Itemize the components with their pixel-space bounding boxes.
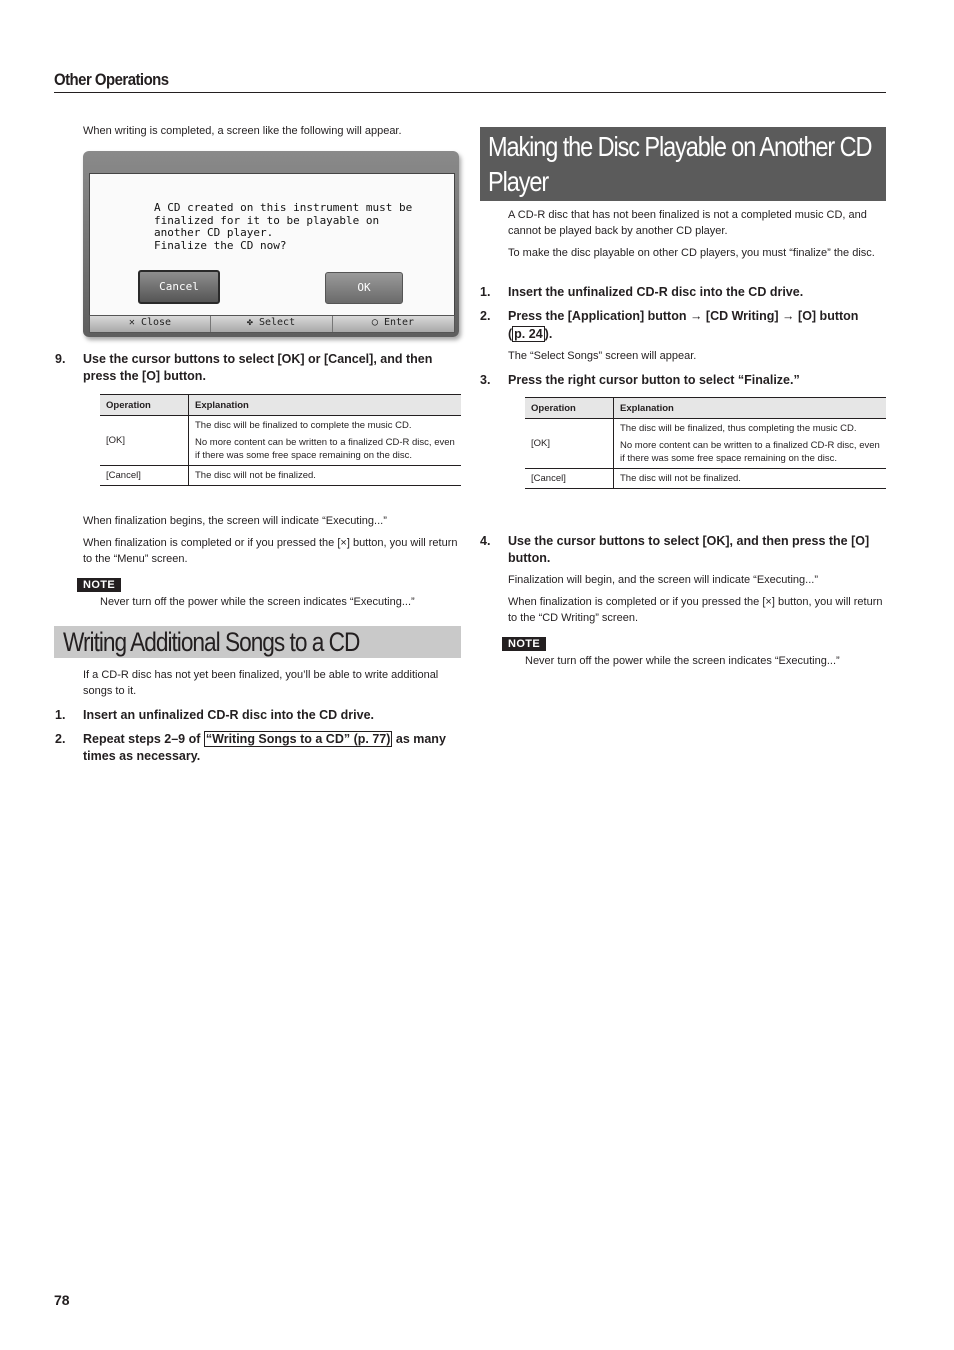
right-step-1	[480, 284, 880, 302]
operation-table	[100, 394, 461, 486]
table-cell-exp: The disc will not be finalized.	[614, 469, 887, 489]
step-2	[55, 731, 455, 767]
right-intro-2: To make the disc playable on other CD players, you must “finalize” the disc.	[508, 247, 875, 259]
table-row	[525, 469, 886, 489]
right-intro-1: A CD-R disc that has not been finalized is not a completed music CD, and cannot be played back by another CD player.	[508, 209, 867, 237]
exp-line: No more content can be written to a finalized CD-R disc, even if there was some free space remaining on the disc.	[620, 440, 880, 464]
exp-line: The disc will be finalized, thus completing the music CD.	[620, 423, 857, 434]
screen-message: A CD created on this instrument must be finalized for it to be playable on another CD player. Finalize the CD now?	[154, 201, 413, 252]
paren-open: (	[508, 327, 513, 341]
table-cell-exp: The disc will not be finalized.	[189, 466, 462, 486]
step-number: 4.	[480, 534, 491, 548]
close-x-icon: ✕	[128, 317, 135, 328]
right-after-1: Finalization will begin, and the screen will indicate “Executing...”	[508, 574, 818, 586]
right-operation-table	[525, 397, 886, 489]
step-number: 1.	[55, 708, 66, 722]
section-heading-writing-additional	[54, 626, 461, 658]
table-header-explanation: Explanation	[189, 395, 462, 416]
table-cell-exp	[614, 419, 887, 469]
heading-text: Writing Additional Songs to a CD	[63, 627, 360, 657]
step-number: 3.	[480, 373, 491, 387]
table-cell-op: [OK]	[100, 416, 189, 466]
screen-footer-close	[90, 317, 210, 328]
step-text-pre: Repeat steps 2–9 of	[83, 732, 204, 746]
section-heading-making-playable	[480, 127, 886, 201]
step-text-line2	[508, 326, 552, 343]
exp-line: The disc will be finalized to complete the music CD.	[195, 420, 412, 431]
after-text-2: When finalization is completed or if you pressed the [×] button, you will return to the “Menu” screen.	[83, 537, 458, 565]
screen-footer-enter	[333, 317, 453, 328]
enter-label: Enter	[383, 317, 415, 328]
table-cell-op: [OK]	[525, 419, 614, 469]
right-note-badge: NOTE	[502, 637, 546, 651]
circle-o-icon: ◯	[371, 317, 378, 328]
intro-text: When writing is completed, a screen like the following will appear.	[83, 125, 402, 137]
page-number: 78	[54, 1292, 70, 1308]
heading-text: Making the Disc Playable on Another CD Player	[488, 131, 872, 197]
link-page-24[interactable]: p. 24	[514, 327, 543, 341]
screen-footer-bar	[89, 315, 455, 333]
step-text: Use the cursor buttons to select [OK] or [Cancel], and then press the [O] button.	[83, 352, 433, 383]
step-text: Insert an unfinalized CD-R disc into the CD drive.	[83, 708, 375, 722]
close-label: Close	[140, 317, 172, 328]
right-after-2: When finalization is completed or if you pressed the [×] button, you will return to the “CD Writing” screen.	[508, 596, 883, 624]
screen-cancel-button: Cancel	[138, 270, 220, 304]
right-step2-note: The “Select Songs” screen will appear.	[508, 350, 697, 362]
select-label: Select	[258, 317, 296, 328]
screen-image	[83, 151, 459, 337]
step-text	[83, 731, 455, 748]
table-header-operation: Operation	[525, 398, 614, 419]
table-row	[100, 466, 461, 486]
right-step-2	[480, 308, 886, 344]
step-text-post: as many	[392, 732, 446, 746]
step-9	[55, 351, 455, 387]
note-text: Never turn off the power while the screen indicates “Executing...”	[100, 596, 415, 608]
step-text: Press the right cursor button to select “Finalize.”	[508, 373, 800, 387]
step-number: 9.	[55, 352, 66, 366]
section-header	[54, 70, 886, 93]
table-cell-exp	[189, 416, 462, 466]
step-text: Use the cursor buttons to select [OK], and then press the [O] button.	[508, 534, 870, 565]
exp-line: No more content can be written to a finalized CD-R disc, even if there was some free space remaining on the disc.	[195, 437, 455, 461]
section2-intro: If a CD-R disc has not yet been finalized, you’ll be able to write additional songs to it.	[83, 669, 439, 697]
right-note-text: Never turn off the power while the screen indicates “Executing...”	[525, 655, 840, 667]
right-step-3	[480, 372, 880, 390]
step-number: 2.	[480, 309, 491, 323]
table-header-explanation: Explanation	[614, 398, 887, 419]
paren-close: ).	[544, 327, 553, 341]
step-number: 2.	[55, 732, 66, 746]
table-cell-op: [Cancel]	[100, 466, 189, 486]
after-text-1: When finalization begins, the screen will indicate “Executing...”	[83, 515, 387, 527]
step-text: Press the [Application] button → [CD Writing] → [O] button	[508, 309, 859, 323]
step-number: 1.	[480, 285, 491, 299]
screen-footer-select	[211, 317, 331, 328]
step-1	[55, 707, 455, 725]
step-text: Insert the unfinalized CD-R disc into the CD drive.	[508, 285, 804, 299]
screen-ok-button: OK	[325, 272, 403, 304]
table-header-operation: Operation	[100, 395, 189, 416]
table-row	[100, 416, 461, 466]
table-cell-op: [Cancel]	[525, 469, 614, 489]
cursor-arrows-icon: ✤	[246, 317, 253, 328]
screen-display	[89, 173, 455, 317]
step-text-line2: times as necessary.	[83, 749, 201, 763]
table-row	[525, 419, 886, 469]
right-step-4	[480, 533, 886, 569]
section-title: Other Operations	[54, 70, 169, 89]
note-badge: NOTE	[77, 578, 121, 592]
link-writing-songs[interactable]: “Writing Songs to a CD” (p. 77)	[205, 732, 391, 746]
